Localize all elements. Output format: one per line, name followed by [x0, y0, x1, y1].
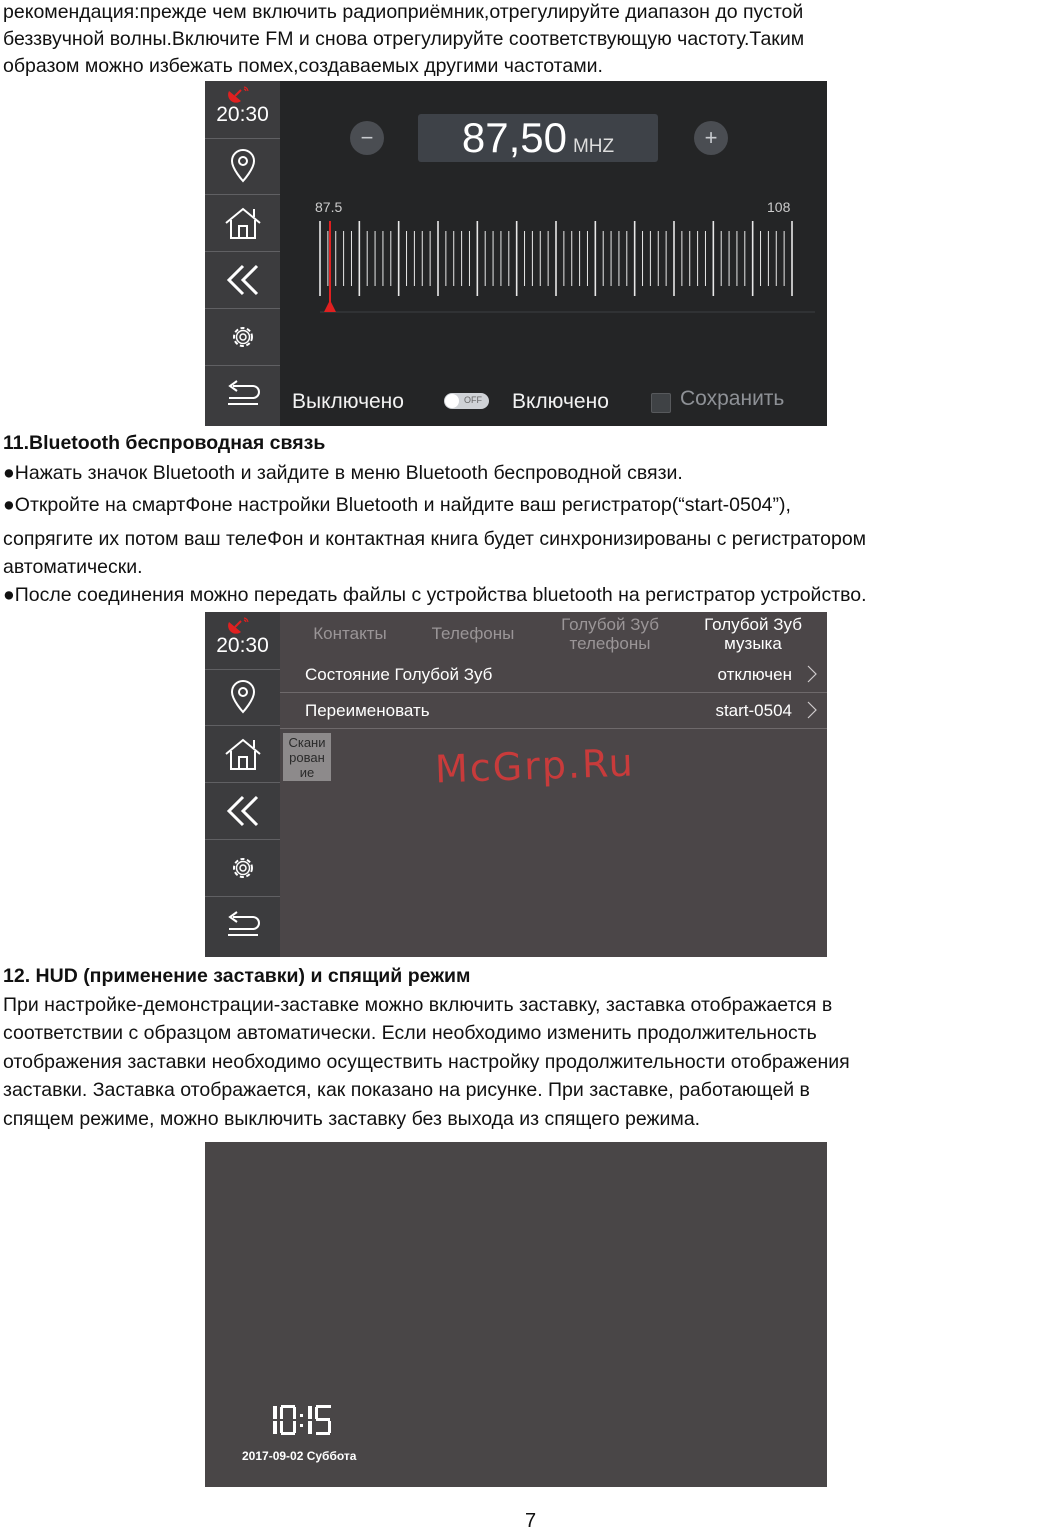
- location-icon: [228, 149, 258, 183]
- section-12-line-4: заставки. Заставка отображается, как показано на рисунке. При заставке, работающей в: [3, 1079, 810, 1101]
- sidebar-item-return[interactable]: [205, 897, 280, 953]
- screensaver-date: 2017-09-02 Суббота: [242, 1449, 357, 1463]
- scale-max-label: 108: [767, 199, 791, 215]
- tab-bluetooth-phones[interactable]: [545, 615, 675, 653]
- home-icon: [223, 205, 263, 241]
- toggle-text: OFF: [464, 395, 482, 405]
- intro-line-3: образом можно избежать помех,создаваемых другими частотами.: [3, 55, 603, 77]
- return-icon: [225, 911, 261, 939]
- intro-line-2: беззвучной волны.Включите FM и снова отрегулируйте соответствующую частоту.Таким: [3, 28, 805, 50]
- location-icon: [228, 680, 258, 714]
- tab-phones[interactable]: [418, 624, 528, 643]
- tab-label: Телефоны: [431, 624, 515, 643]
- frequency-scale[interactable]: [280, 81, 827, 426]
- chevron-right-icon: [807, 665, 817, 683]
- clock-time: 20:30: [216, 633, 269, 657]
- bluetooth-panel: [280, 612, 827, 957]
- power-toggle[interactable]: [444, 393, 489, 409]
- sidebar: [205, 612, 280, 957]
- save-checkbox[interactable]: [651, 393, 671, 413]
- section-12-line-3: отображения заставки необходимо осуществить настройку продолжительности отображения: [3, 1051, 850, 1073]
- section-12-line-2: соответствии с образцом автоматически. Если необходимо изменить продолжительность: [3, 1022, 817, 1044]
- scan-label-1: Скани: [288, 735, 326, 750]
- tab-label-line-2: телефоны: [569, 634, 651, 653]
- row-label: Переименовать: [305, 701, 430, 720]
- satellite-icon: [227, 616, 253, 634]
- chevron-right-icon: [807, 701, 817, 719]
- row-value: start-0504: [715, 701, 792, 720]
- screensaver: [205, 1142, 827, 1487]
- scan-label-2: рован: [289, 750, 325, 765]
- scan-button[interactable]: [283, 733, 331, 781]
- on-label: Включено: [512, 390, 609, 413]
- sidebar-item-navigation[interactable]: [205, 138, 280, 195]
- satellite-icon: [227, 85, 253, 103]
- intro-line-1: рекомендация:прежде чем включить радиоприёмник,отрегулируйте диапазон до пустой: [3, 1, 804, 23]
- clock-time: 20:30: [216, 102, 269, 126]
- list-item-bluetooth-status[interactable]: [280, 657, 827, 693]
- section-11-line-5: ●После соединения можно передать файлы с устройства bluetooth на регистратор устройство.: [3, 584, 867, 606]
- fm-panel: [280, 81, 827, 426]
- section-11-heading: 11.Bluetooth беспроводная связь: [3, 432, 326, 454]
- scan-label-3: ие: [299, 765, 315, 780]
- back-double-icon: [225, 794, 261, 828]
- list-item-rename[interactable]: [280, 693, 827, 729]
- back-double-icon: [225, 263, 261, 297]
- row-value: отключен: [717, 665, 792, 684]
- tab-label-line-1: Голубой Зуб: [561, 615, 659, 634]
- fm-radio-screen: [205, 81, 827, 426]
- tab-label-line-1: Голубой Зуб: [704, 615, 802, 634]
- section-12-line-1: При настройке-демонстрации-заставке можно включить заставку, заставка отображается в: [3, 994, 833, 1016]
- off-label: Выключено: [292, 390, 404, 413]
- screensaver-clock: [263, 1404, 339, 1436]
- tab-bluetooth-music[interactable]: [688, 615, 818, 653]
- section-11-line-3: сопрягите их потом ваш телеФон и контактная книга будет синхронизированы с регистратором: [3, 528, 867, 550]
- section-11-line-1: ●Нажать значок Bluetooth и зайдите в меню Bluetooth беспроводной связи.: [3, 462, 683, 484]
- watermark: McGrp.Ru: [434, 740, 636, 792]
- clock-cell: [205, 81, 280, 139]
- sidebar-item-settings[interactable]: [205, 309, 280, 366]
- sidebar-item-settings[interactable]: [205, 840, 280, 897]
- sidebar-item-navigation[interactable]: [205, 669, 280, 726]
- sidebar-item-back[interactable]: [205, 252, 280, 309]
- settings-icon: [228, 853, 258, 883]
- sidebar-item-back[interactable]: [205, 783, 280, 840]
- sidebar-item-return[interactable]: [205, 366, 280, 422]
- row-label: Состояние Голубой Зуб: [305, 665, 493, 684]
- page-number: 7: [524, 1510, 537, 1532]
- frequency-value: 87,50: [461, 114, 567, 161]
- clock-cell: [205, 612, 280, 670]
- section-12-line-5: спящем режиме, можно выключить заставку без выхода из спящего режима.: [3, 1108, 701, 1130]
- frequency-unit: MHZ: [572, 136, 615, 157]
- section-11-line-4: автоматически.: [3, 556, 143, 578]
- section-12-heading: 12. HUD (применение заставки) и спящий режим: [3, 965, 471, 987]
- home-icon: [223, 736, 263, 772]
- sidebar-item-home[interactable]: [205, 195, 280, 252]
- toggle-knob: [445, 394, 459, 408]
- section-11-line-2: ●Откройте на смартФоне настройки Bluetooth и найдите ваш регистратор(“start-0504”),: [3, 494, 791, 516]
- tab-contacts[interactable]: [300, 624, 400, 643]
- sidebar-item-home[interactable]: [205, 726, 280, 783]
- tab-label: Контакты: [313, 624, 387, 643]
- frequency-down-button[interactable]: −: [350, 121, 384, 155]
- tab-label-line-2: музыка: [724, 634, 782, 653]
- scale-min-label: 87.5: [315, 199, 343, 215]
- bluetooth-screen: [205, 612, 827, 957]
- return-icon: [225, 380, 261, 408]
- tuning-marker[interactable]: [324, 300, 336, 312]
- frequency-up-button[interactable]: +: [694, 121, 728, 155]
- settings-icon: [228, 322, 258, 352]
- save-label[interactable]: Сохранить: [680, 387, 785, 410]
- sidebar: [205, 81, 280, 426]
